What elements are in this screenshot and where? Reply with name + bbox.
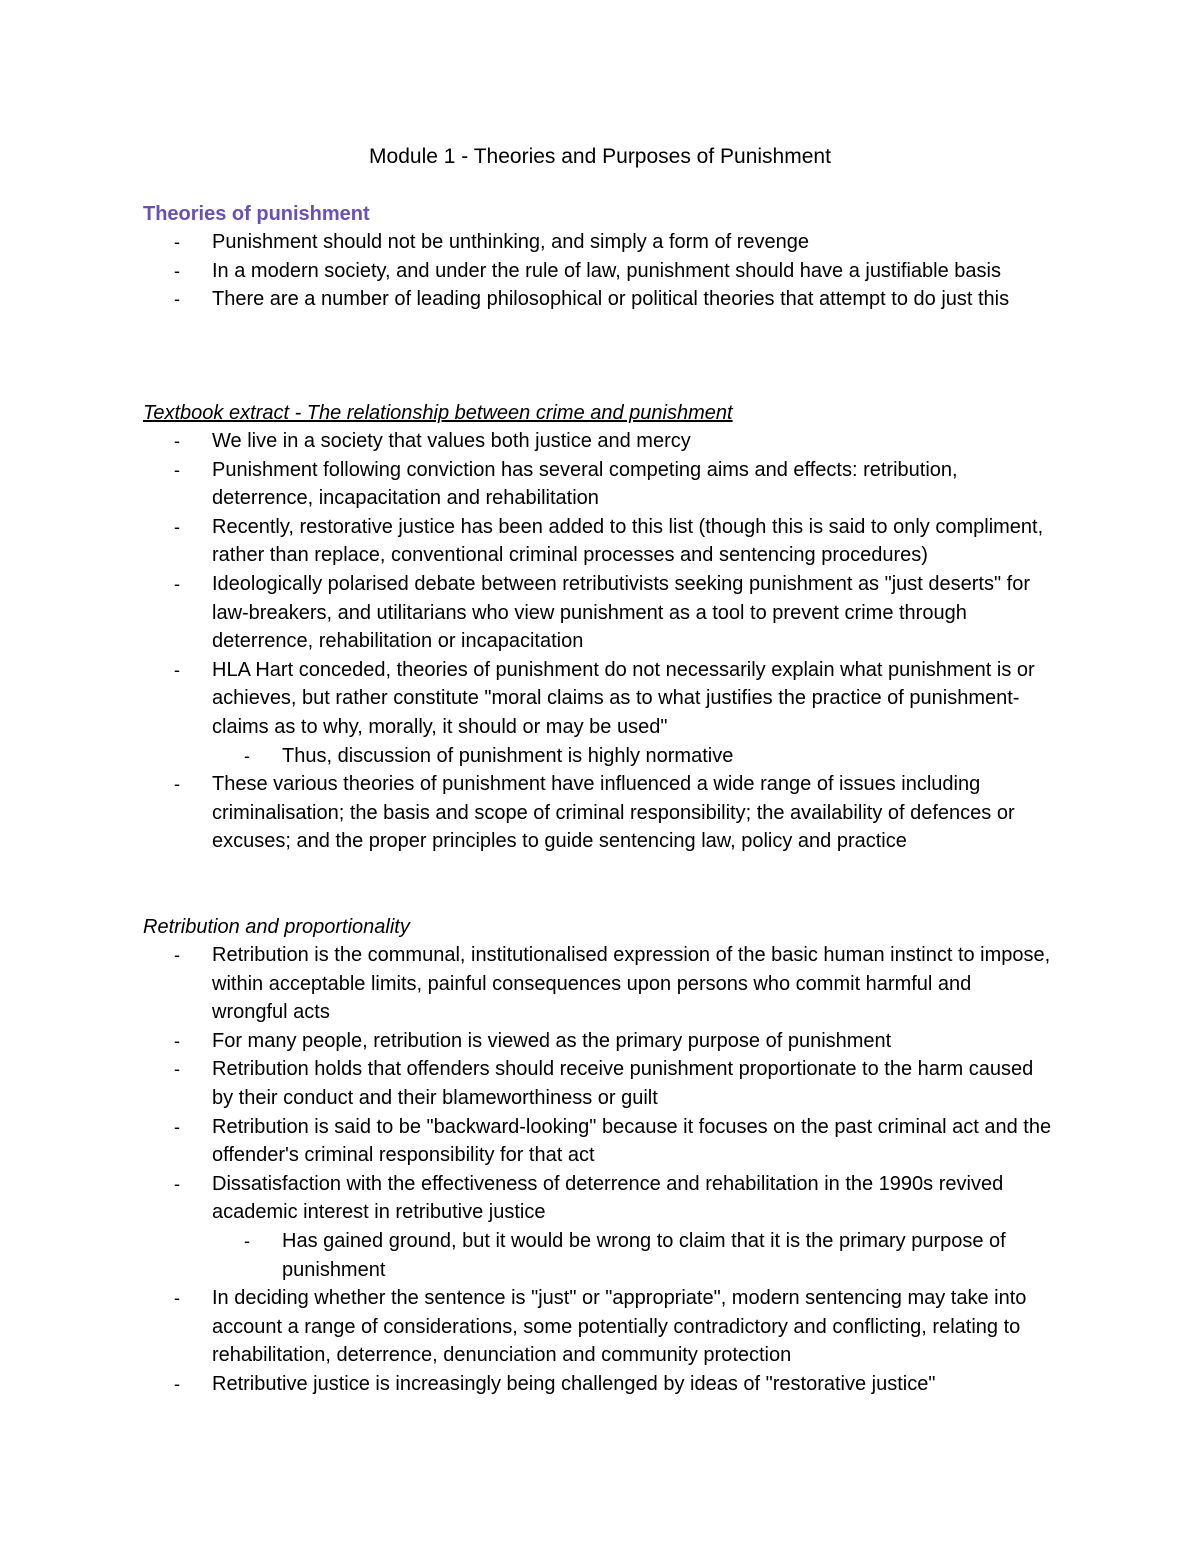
list-item-text: Punishment following conviction has several competing aims and effects: retribution, deterrence, incapacitation and rehabilitation [212, 458, 958, 510]
list-item [143, 656, 1052, 742]
list-item-text: HLA Hart conceded, theories of punishment do not necessarily explain what punishment is or achieves, but rather constitute "moral claims as to what justifies the practice of punishment-claims as to why, morally, it should or may be used" [212, 658, 1035, 738]
list-item [143, 427, 1052, 456]
list-item [143, 1170, 1052, 1227]
bullet-list [143, 941, 1063, 1399]
sub-list-item [143, 1227, 1052, 1284]
bullet-dash: - [174, 260, 180, 281]
bullet-dash: - [174, 659, 180, 680]
list-item [143, 1113, 1052, 1170]
bullet-dash: - [174, 1030, 180, 1051]
list-item [143, 1284, 1052, 1370]
bullet-dash: - [174, 431, 180, 451]
bullet-dash: - [174, 774, 180, 795]
list-item-text: Dissatisfaction with the effectiveness of deterrence and rehabilitation in the 1990s revived academic interest in retributive justice [212, 1172, 1004, 1224]
section-heading: Retribution and proportionality [143, 916, 410, 938]
bullet-list [143, 427, 1063, 856]
section-heading: Textbook extract - The relationship between crime and punishment [143, 402, 733, 424]
list-item-text: Thus, discussion of punishment is highly normative [282, 744, 734, 767]
bullet-dash: - [174, 232, 180, 252]
section-theories-of-punishment [143, 200, 1063, 314]
list-item [143, 770, 1052, 856]
section-textbook-extract [143, 399, 1063, 856]
section-retribution-and-proportionality [143, 913, 1063, 1399]
list-item-text: In a modern society, and under the rule of law, punishment should have a justifiable basis [212, 259, 1001, 282]
bullet-dash: - [174, 1373, 180, 1394]
bullet-dash: - [174, 459, 180, 480]
list-item-text: We live in a society that values both justice and mercy [212, 430, 691, 452]
list-item [143, 1370, 1052, 1399]
bullet-dash: - [174, 1173, 180, 1194]
bullet-dash: - [174, 573, 180, 594]
sub-list-item [143, 742, 1052, 771]
bullet-dash: - [174, 1059, 180, 1080]
list-item [143, 228, 1052, 257]
list-item-text: Retribution is the communal, institutionalised expression of the basic human instinct to impose, within acceptable limits, painful consequences upon persons who commit harmful and wrongful acts [212, 944, 1051, 1024]
bullet-dash: - [174, 516, 180, 537]
list-item [143, 456, 1052, 513]
list-item-text: These various theories of punishment have influenced a wide range of issues including criminalisation; the basis and scope of criminal responsibility; the availability of defences or excuses; and the proper principles to guide sentencing law, policy and practice [212, 773, 1015, 853]
bullet-dash: - [174, 1116, 180, 1137]
list-item [143, 941, 1052, 1027]
section-heading: Theories of punishment [143, 203, 370, 225]
list-item-text: Punishment should not be unthinking, and simply a form of revenge [212, 231, 810, 253]
list-item [143, 285, 1052, 314]
bullet-dash: - [244, 745, 250, 766]
list-item [143, 257, 1052, 286]
list-item [143, 1055, 1052, 1112]
list-item-text: Retribution is said to be "backward-looking" because it focuses on the past criminal act and the offender's criminal responsibility for that act [212, 1115, 1052, 1167]
list-item-text: Retribution holds that offenders should receive punishment proportionate to the harm caused by their conduct and their blameworthiness or guilt [212, 1058, 1034, 1109]
bullet-dash: - [174, 289, 180, 310]
list-item-text: There are a number of leading philosophical or political theories that attempt to do just this [212, 288, 1010, 311]
page-title: Module 1 - Theories and Purposes of Punishment [369, 145, 831, 168]
bullet-dash: - [174, 945, 180, 965]
list-item-text: In deciding whether the sentence is "just" or "appropriate", modern sentencing may take into account a range of considerations, some potentially contradictory and conflicting, relating to rehabilitation, deterrence, denunciation and community protection [212, 1287, 1027, 1367]
list-item-text: Has gained ground, but it would be wrong to claim that it is the primary purpose of punishment [282, 1229, 1006, 1281]
list-item [143, 1027, 1052, 1056]
list-item-text: Retributive justice is increasingly being challenged by ideas of "restorative justice" [212, 1372, 936, 1395]
bullet-dash: - [174, 1288, 180, 1309]
bullet-list [143, 228, 1063, 314]
list-item-text: For many people, retribution is viewed as the primary purpose of punishment [212, 1029, 892, 1052]
list-item-text: Recently, restorative justice has been added to this list (though this is said to only compliment, rather than replace, conventional criminal processes and sentencing procedures) [212, 515, 1044, 567]
list-item [143, 513, 1052, 570]
list-item [143, 570, 1052, 656]
bullet-dash: - [244, 1230, 250, 1251]
list-item-text: Ideologically polarised debate between retributivists seeking punishment as "just deserts" for law-breakers, and utilitarians who view punishment as a tool to prevent crime through deterrence, rehabilitation or incapacitation [212, 572, 1030, 653]
